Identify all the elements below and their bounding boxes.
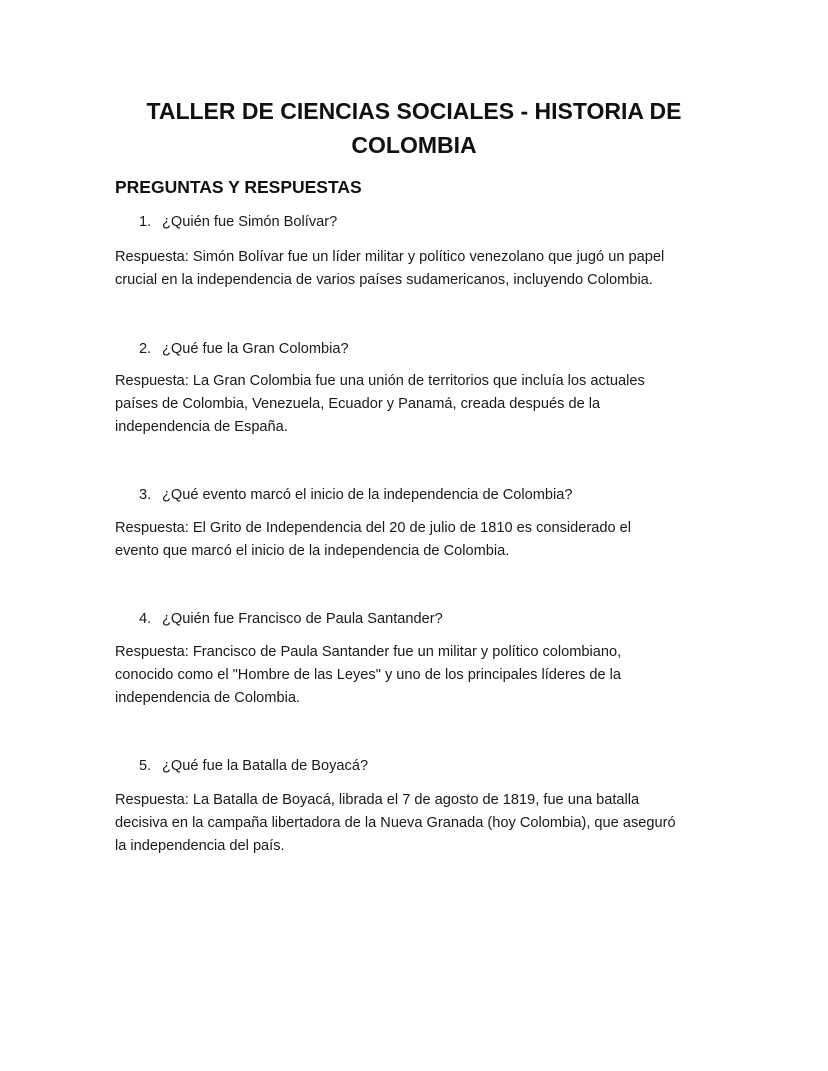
question-number: 4.	[139, 611, 152, 627]
answer-line: Respuesta: La Batalla de Boyacá, librada el 7 de agosto de 1819, fue una batalla	[115, 792, 640, 808]
question-5	[139, 756, 368, 776]
section-heading: PREGUNTAS Y RESPUESTAS	[115, 177, 362, 197]
answer-line: países de Colombia, Venezuela, Ecuador y Panamá, creada después de la	[115, 396, 601, 412]
answer-4	[115, 641, 720, 710]
question-1	[139, 212, 337, 232]
question-3	[139, 485, 573, 505]
document-title-line-2: COLOMBIA	[351, 132, 477, 158]
question-number: 1.	[139, 214, 152, 230]
answer-line: conocido como el "Hombre de las Leyes" y uno de los principales líderes de la	[115, 667, 622, 683]
question-text: ¿Quién fue Simón Bolívar?	[162, 214, 338, 230]
answer-line: evento que marcó el inicio de la independencia de Colombia.	[115, 543, 510, 559]
question-4	[139, 609, 443, 629]
question-text: ¿Quién fue Francisco de Paula Santander?	[162, 611, 443, 627]
answer-line: Respuesta: El Grito de Independencia del 20 de julio de 1810 es considerado el	[115, 520, 632, 536]
question-number: 3.	[139, 487, 152, 503]
answer-line: decisiva en la campaña libertadora de la Nueva Granada (hoy Colombia), que aseguró	[115, 815, 676, 831]
question-text: ¿Qué fue la Gran Colombia?	[162, 341, 349, 357]
document-title-line-1: TALLER DE CIENCIAS SOCIALES - HISTORIA DE	[146, 98, 682, 124]
answer-line: la independencia del país.	[115, 838, 285, 854]
question-number: 5.	[139, 758, 152, 774]
answer-3	[115, 517, 720, 563]
question-2	[139, 339, 349, 359]
answer-line: Respuesta: Francisco de Paula Santander fue un militar y político colombiano,	[115, 644, 622, 660]
answer-5	[115, 789, 720, 858]
question-text: ¿Qué fue la Batalla de Boyacá?	[162, 758, 369, 774]
answer-line: Respuesta: La Gran Colombia fue una unión de territorios que incluía los actuales	[115, 373, 645, 389]
answer-1	[115, 246, 720, 292]
answer-2	[115, 370, 720, 439]
answer-line: crucial en la independencia de varios países sudamericanos, incluyendo Colombia.	[115, 272, 653, 288]
answer-line: independencia de Colombia.	[115, 690, 300, 706]
answer-line: independencia de España.	[115, 419, 288, 435]
question-number: 2.	[139, 341, 152, 357]
question-text: ¿Qué evento marcó el inicio de la independencia de Colombia?	[162, 487, 573, 503]
answer-line: Respuesta: Simón Bolívar fue un líder militar y político venezolano que jugó un papel	[115, 249, 665, 265]
